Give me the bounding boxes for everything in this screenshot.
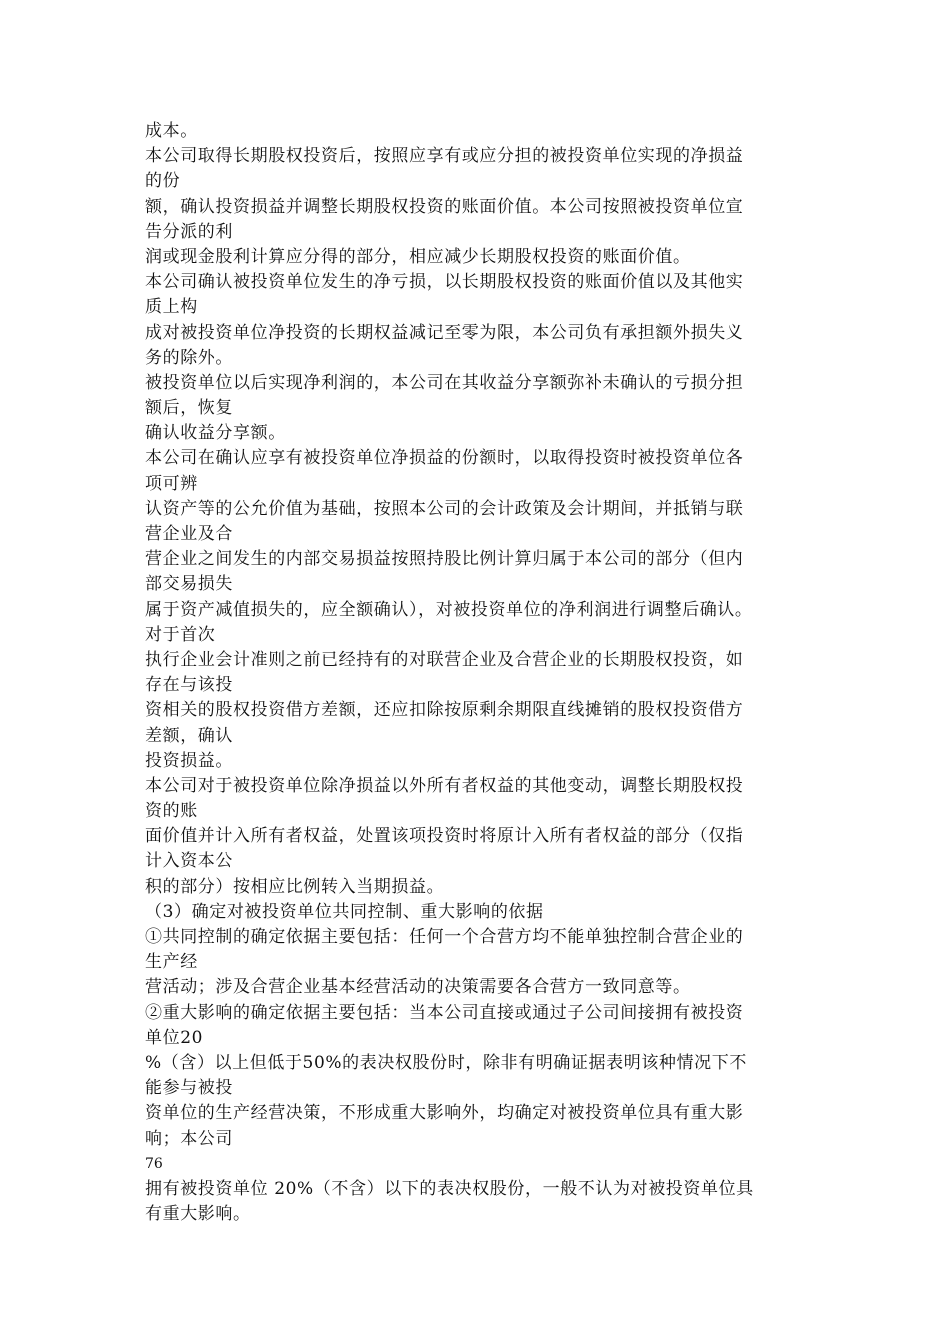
- text-line: 项可辨: [145, 473, 198, 494]
- text-line: 本公司取得长期股权投资后，按照应享有或应分担的被投资单位实现的净损益: [145, 146, 744, 167]
- text-line: ②重大影响的确定依据主要包括：当本公司直接或通过子公司间接拥有被投资: [145, 1002, 744, 1023]
- text-line: 积的部分）按相应比例转入当期损益。: [145, 876, 445, 897]
- text-line: 营活动；涉及合营企业基本经营活动的决策需要各合营方一致同意等。: [145, 977, 691, 998]
- text-line: 确认收益分享额。: [145, 423, 286, 444]
- text-line: 成本。: [145, 121, 198, 141]
- text-line: 本公司在确认应享有被投资单位净损益的份额时，以取得投资时被投资单位各: [145, 448, 744, 469]
- text-line: 响；本公司: [145, 1128, 233, 1149]
- text-line: 额，确认投资损益并调整长期股权投资的账面价值。本公司按照被投资单位宣: [145, 196, 744, 217]
- text-line: 被投资单位以后实现净利润的，本公司在其收益分享额弥补未确认的亏损分担: [145, 372, 744, 393]
- text-line: 生产经: [145, 952, 198, 973]
- text-line: 润或现金股利计算应分得的部分，相应减少长期股权投资的账面价值。: [145, 246, 691, 267]
- text-line: 本公司对于被投资单位除净损益以外所有者权益的其他变动，调整长期股权投: [145, 775, 744, 796]
- text-line: 质上构: [145, 297, 198, 318]
- text-line: 资相关的股权投资借方差额，还应扣除按原剩余期限直线摊销的股权投资借方: [145, 700, 744, 721]
- text-line: 拥有被投资单位 20%（不含）以下的表决权股份，一般不认为对被投资单位具: [145, 1178, 754, 1199]
- text-line: 额后，恢复: [145, 398, 233, 419]
- text-line: 执行企业会计准则之前已经持有的对联营企业及合营企业的长期股权投资，如: [145, 649, 744, 670]
- text-line: ①共同控制的确定依据主要包括：任何一个合营方均不能单独控制合营企业的: [145, 927, 744, 947]
- text-line: 营企业之间发生的内部交易损益按照持股比例计算归属于本公司的部分（但内: [145, 549, 744, 570]
- text-line: 单位20: [145, 1027, 204, 1048]
- text-line: 计入资本公: [145, 851, 233, 872]
- text-line: 差额，确认: [145, 725, 233, 746]
- text-line: 的份: [145, 171, 181, 192]
- text-line: 资的账: [145, 801, 198, 822]
- text-line: 营企业及合: [145, 524, 233, 544]
- text-line: 面价值并计入所有者权益，处置该项投资时将原计入所有者权益的部分（仅指: [145, 826, 744, 847]
- text-line: 能参与被投: [145, 1078, 233, 1099]
- text-line: 部交易损失: [145, 574, 233, 595]
- page-number: 76: [145, 1155, 163, 1172]
- text-line: 投资损益。: [145, 750, 233, 771]
- body-text: [145, 119, 815, 1227]
- text-line: 对于首次: [145, 624, 216, 645]
- text-line: 告分派的利: [145, 221, 233, 242]
- text-line: 属于资产减值损失的，应全额确认），对被投资单位的净利润进行调整后确认。: [145, 599, 753, 620]
- text-line: %（含）以上但低于50%的表决权股份时，除非有明确证据表明该种情况下不: [145, 1052, 747, 1073]
- text-line: 务的除外。: [145, 347, 233, 368]
- text-line: 有重大影响。: [145, 1204, 251, 1225]
- text-line: 本公司确认被投资单位发生的净亏损，以长期股权投资的账面价值以及其他实: [145, 272, 744, 293]
- text-line: （3）确定对被投资单位共同控制、重大影响的依据: [145, 901, 544, 922]
- text-line: 存在与该投: [145, 675, 233, 696]
- text-line: 资单位的生产经营决策，不形成重大影响外，均确定对被投资单位具有重大影: [145, 1103, 744, 1124]
- text-line: 认资产等的公允价值为基础，按照本公司的会计政策及会计期间，并抵销与联: [145, 498, 744, 519]
- text-line: 成对被投资单位净投资的长期权益减记至零为限，本公司负有承担额外损失义: [145, 322, 744, 343]
